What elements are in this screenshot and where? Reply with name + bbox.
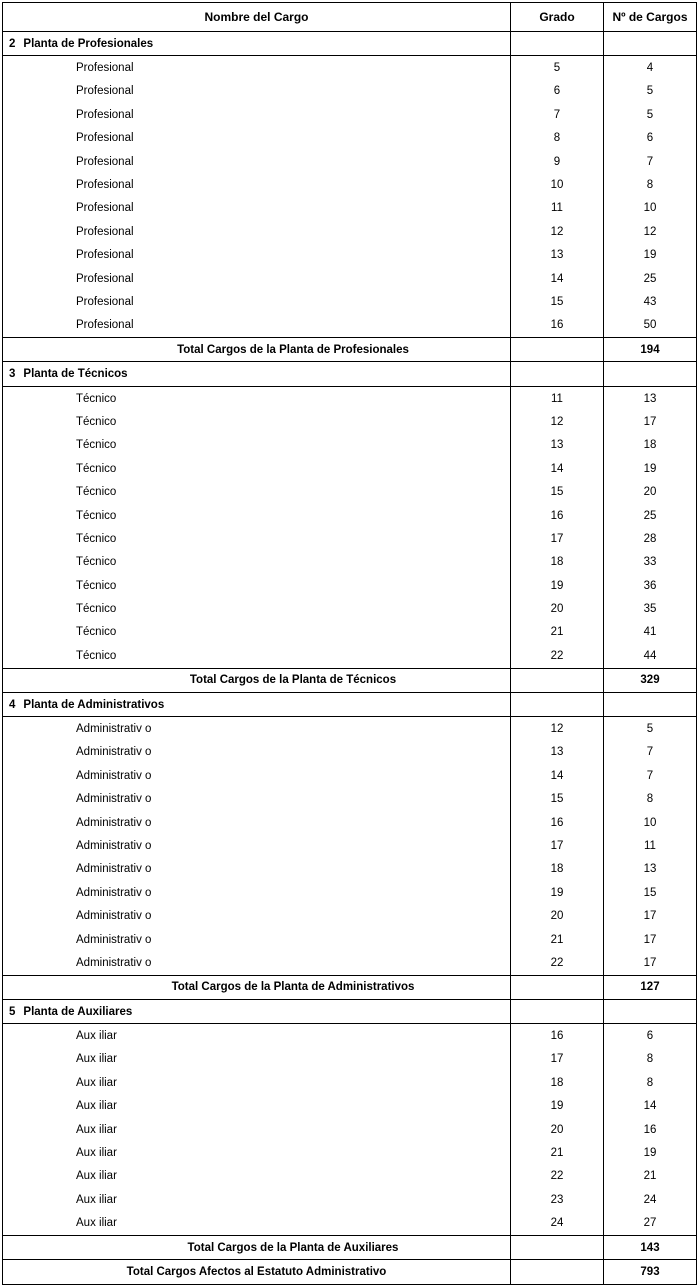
section-n-cargos-cell [604,32,697,56]
cargo-name-cell: Profesional [76,272,134,285]
section-header-row [3,362,697,386]
cargo-name-cell: Técnico [76,532,117,545]
cargo-name-cell: Administrativ o [76,863,152,876]
cargo-name-cell: Aux iliar [76,1193,117,1206]
cargo-row [3,904,697,927]
section-title-cell [3,362,511,386]
cargo-row [3,1095,697,1118]
section-n-cargos-cell [604,1000,697,1024]
grado-cell: 18 [511,858,604,881]
cargo-row [3,150,697,173]
cargo-row [3,1141,697,1164]
section-total-grado-cell [511,1235,604,1259]
grado-cell: 15 [511,290,604,313]
grado-cell: 22 [511,1165,604,1188]
cargo-row [3,574,697,597]
cargo-row [3,951,697,975]
section-total-grado-cell [511,668,604,692]
n-cargos-cell: 41 [604,621,697,644]
n-cargos-cell: 17 [604,904,697,927]
grado-cell: 23 [511,1188,604,1211]
cargo-name-cell: Administrativ o [76,723,152,736]
section-total-label-cell: Total Cargos de la Planta de Profesionales [3,338,511,362]
col-header-nombre-del-cargo: Nombre del Cargo [3,3,511,32]
n-cargos-cell: 12 [604,220,697,243]
cargo-row [3,290,697,313]
section-title-cell [3,32,511,56]
cargo-name-cell: Profesional [76,179,134,192]
grado-cell: 20 [511,597,604,620]
grado-cell: 19 [511,574,604,597]
section-header-row [3,32,697,56]
section-title-cell [3,1000,511,1024]
grado-cell: 24 [511,1212,604,1236]
cargo-row [3,717,697,741]
grado-cell: 16 [511,1024,604,1048]
cargo-row [3,858,697,881]
section-number: 4 [9,698,16,711]
section-total-row [3,975,697,999]
cargo-name-cell: Técnico [76,415,117,428]
section-total-label-cell: Total Cargos de la Planta de Administrativos [3,975,511,999]
cargo-name-cell: Aux iliar [76,1076,117,1089]
n-cargos-cell: 35 [604,597,697,620]
grado-cell: 13 [511,244,604,267]
grado-cell: 12 [511,220,604,243]
n-cargos-cell: 17 [604,928,697,951]
grado-cell: 22 [511,951,604,975]
cargo-row [3,551,697,574]
cargo-name-cell: Administrativ o [76,793,152,806]
cargo-row [3,834,697,857]
n-cargos-cell: 5 [604,80,697,103]
n-cargos-cell: 25 [604,504,697,527]
section-grado-cell [511,692,604,716]
section-total-grado-cell [511,975,604,999]
grado-cell: 16 [511,811,604,834]
col-header-grado: Grado [511,3,604,32]
cargo-name-cell: Aux iliar [76,1217,117,1230]
cargo-name-cell: Administrativ o [76,933,152,946]
cargo-name-cell: Técnico [76,462,117,475]
grado-cell: 17 [511,527,604,550]
cargo-name-cell: Administrativ o [76,956,152,969]
section-header-row [3,1000,697,1024]
grado-cell: 20 [511,1118,604,1141]
cargo-name-cell: Técnico [76,626,117,639]
n-cargos-cell: 24 [604,1188,697,1211]
cargo-row [3,811,697,834]
n-cargos-cell: 5 [604,717,697,741]
n-cargos-cell: 11 [604,834,697,857]
cargo-row [3,386,697,410]
section-n-cargos-cell [604,692,697,716]
cargo-name-cell: Aux iliar [76,1147,117,1160]
grado-cell: 5 [511,56,604,80]
cargo-row [3,788,697,811]
cargo-row [3,621,697,644]
section-title: Planta de Auxiliares [23,1005,133,1018]
cargo-row [3,1188,697,1211]
cargo-name-cell: Aux iliar [76,1100,117,1113]
section-grado-cell [511,1000,604,1024]
grado-cell: 10 [511,173,604,196]
cargo-row [3,314,697,338]
section-total-row [3,668,697,692]
n-cargos-cell: 7 [604,764,697,787]
cargo-name-cell: Administrativ o [76,886,152,899]
n-cargos-cell: 43 [604,290,697,313]
n-cargos-cell: 16 [604,1118,697,1141]
section-total-row [3,1235,697,1259]
cargo-name-cell: Profesional [76,155,134,168]
grado-cell: 12 [511,410,604,433]
section-n-cargos-cell [604,362,697,386]
col-header-n-de-cargos: Nº de Cargos [604,3,697,32]
grado-cell: 19 [511,881,604,904]
grand-total-row [3,1260,697,1284]
cargo-name-cell: Aux iliar [76,1170,117,1183]
cargo-row [3,741,697,764]
cargo-row [3,457,697,480]
section-grado-cell [511,362,604,386]
grado-cell: 19 [511,1095,604,1118]
grado-cell: 8 [511,127,604,150]
grado-cell: 6 [511,80,604,103]
cargo-row [3,56,697,80]
cargo-name-cell: Profesional [76,132,134,145]
cargo-name-cell: Profesional [76,108,134,121]
cargo-row [3,244,697,267]
grado-cell: 12 [511,717,604,741]
section-total-grado-cell [511,338,604,362]
section-number: 5 [9,1005,16,1018]
cargo-name-cell: Administrativ o [76,910,152,923]
n-cargos-cell: 8 [604,1071,697,1094]
grado-cell: 11 [511,386,604,410]
n-cargos-cell: 19 [604,457,697,480]
n-cargos-cell: 44 [604,644,697,668]
grado-cell: 17 [511,1048,604,1071]
cargo-name-cell: Administrativ o [76,746,152,759]
section-total-value-cell: 127 [604,975,697,999]
cargo-row [3,764,697,787]
cargo-row [3,80,697,103]
cargo-row [3,527,697,550]
section-title: Planta de Técnicos [23,368,128,381]
cargo-name-cell: Técnico [76,486,117,499]
grado-cell: 18 [511,1071,604,1094]
n-cargos-cell: 17 [604,410,697,433]
grado-cell: 21 [511,1141,604,1164]
cargo-row [3,127,697,150]
section-total-value-cell: 194 [604,338,697,362]
cargo-row [3,644,697,668]
cargo-row [3,1212,697,1236]
n-cargos-cell: 33 [604,551,697,574]
n-cargos-cell: 8 [604,1048,697,1071]
cargo-row [3,434,697,457]
section-total-value-cell: 329 [604,668,697,692]
cargo-name-cell: Profesional [76,319,134,332]
n-cargos-cell: 13 [604,386,697,410]
grado-cell: 15 [511,788,604,811]
cargo-row [3,1165,697,1188]
cargo-name-cell: Profesional [76,225,134,238]
grado-cell: 15 [511,480,604,503]
section-number: 2 [9,37,16,50]
n-cargos-cell: 4 [604,56,697,80]
grado-cell: 18 [511,551,604,574]
grado-cell: 11 [511,197,604,220]
cargo-name-cell: Profesional [76,249,134,262]
cargo-name-cell: Técnico [76,439,117,452]
n-cargos-cell: 20 [604,480,697,503]
n-cargos-cell: 18 [604,434,697,457]
cargo-name-cell: Técnico [76,579,117,592]
cargo-name-cell: Técnico [76,603,117,616]
n-cargos-cell: 14 [604,1095,697,1118]
cargo-name-cell: Técnico [76,649,117,662]
section-total-label-cell: Total Cargos de la Planta de Técnicos [3,668,511,692]
n-cargos-cell: 5 [604,103,697,126]
grado-cell: 22 [511,644,604,668]
cargo-row [3,103,697,126]
grado-cell: 14 [511,764,604,787]
cargo-name-cell: Aux iliar [76,1030,117,1043]
cargo-row [3,220,697,243]
grado-cell: 13 [511,434,604,457]
cargo-row [3,173,697,196]
section-grado-cell [511,32,604,56]
grand-total-value-cell: 793 [604,1260,697,1284]
n-cargos-cell: 10 [604,197,697,220]
grado-cell: 7 [511,103,604,126]
n-cargos-cell: 27 [604,1212,697,1236]
n-cargos-cell: 28 [604,527,697,550]
cargo-row [3,504,697,527]
cargo-name-cell: Profesional [76,85,134,98]
cargo-name-cell: Administrativ o [76,839,152,852]
grand-total-grado-cell [511,1260,604,1284]
n-cargos-cell: 36 [604,574,697,597]
n-cargos-cell: 15 [604,881,697,904]
section-number: 3 [9,368,16,381]
cargo-name-cell: Técnico [76,392,117,405]
cargo-row [3,1118,697,1141]
n-cargos-cell: 8 [604,173,697,196]
grado-cell: 14 [511,267,604,290]
cargo-name-cell: Aux iliar [76,1053,117,1066]
cargo-name-cell: Técnico [76,509,117,522]
cargo-name-cell: Profesional [76,62,134,75]
grado-cell: 16 [511,314,604,338]
cargo-name-cell: Profesional [76,295,134,308]
grand-total-label-cell: Total Cargos Afectos al Estatuto Administrativo [3,1260,511,1284]
cargo-row [3,1071,697,1094]
section-total-label-cell: Total Cargos de la Planta de Auxiliares [3,1235,511,1259]
cargo-row [3,597,697,620]
n-cargos-cell: 6 [604,127,697,150]
grado-cell: 17 [511,834,604,857]
cargo-table [2,2,697,1285]
n-cargos-cell: 50 [604,314,697,338]
section-total-row [3,338,697,362]
grado-cell: 14 [511,457,604,480]
section-header-row [3,692,697,716]
section-title: Planta de Administrativos [23,698,165,711]
n-cargos-cell: 13 [604,858,697,881]
grado-cell: 9 [511,150,604,173]
grado-cell: 21 [511,928,604,951]
grado-cell: 21 [511,621,604,644]
cargo-name-cell: Aux iliar [76,1123,117,1136]
n-cargos-cell: 25 [604,267,697,290]
section-title: Planta de Profesionales [23,37,154,50]
grado-cell: 20 [511,904,604,927]
n-cargos-cell: 19 [604,244,697,267]
n-cargos-cell: 6 [604,1024,697,1048]
cargo-row [3,928,697,951]
cargo-name-cell: Técnico [76,556,117,569]
grado-cell: 13 [511,741,604,764]
n-cargos-cell: 17 [604,951,697,975]
table-header-row [3,3,697,32]
n-cargos-cell: 10 [604,811,697,834]
cargo-name-cell: Profesional [76,202,134,215]
cargo-row [3,410,697,433]
cargo-row [3,267,697,290]
cargo-row [3,881,697,904]
section-total-value-cell: 143 [604,1235,697,1259]
cargo-row [3,197,697,220]
n-cargos-cell: 7 [604,150,697,173]
n-cargos-cell: 19 [604,1141,697,1164]
cargo-name-cell: Administrativ o [76,816,152,829]
cargo-name-cell: Administrativ o [76,769,152,782]
n-cargos-cell: 7 [604,741,697,764]
cargo-row [3,1048,697,1071]
n-cargos-cell: 21 [604,1165,697,1188]
grado-cell: 16 [511,504,604,527]
n-cargos-cell: 8 [604,788,697,811]
section-title-cell [3,692,511,716]
cargo-row [3,480,697,503]
cargo-row [3,1024,697,1048]
